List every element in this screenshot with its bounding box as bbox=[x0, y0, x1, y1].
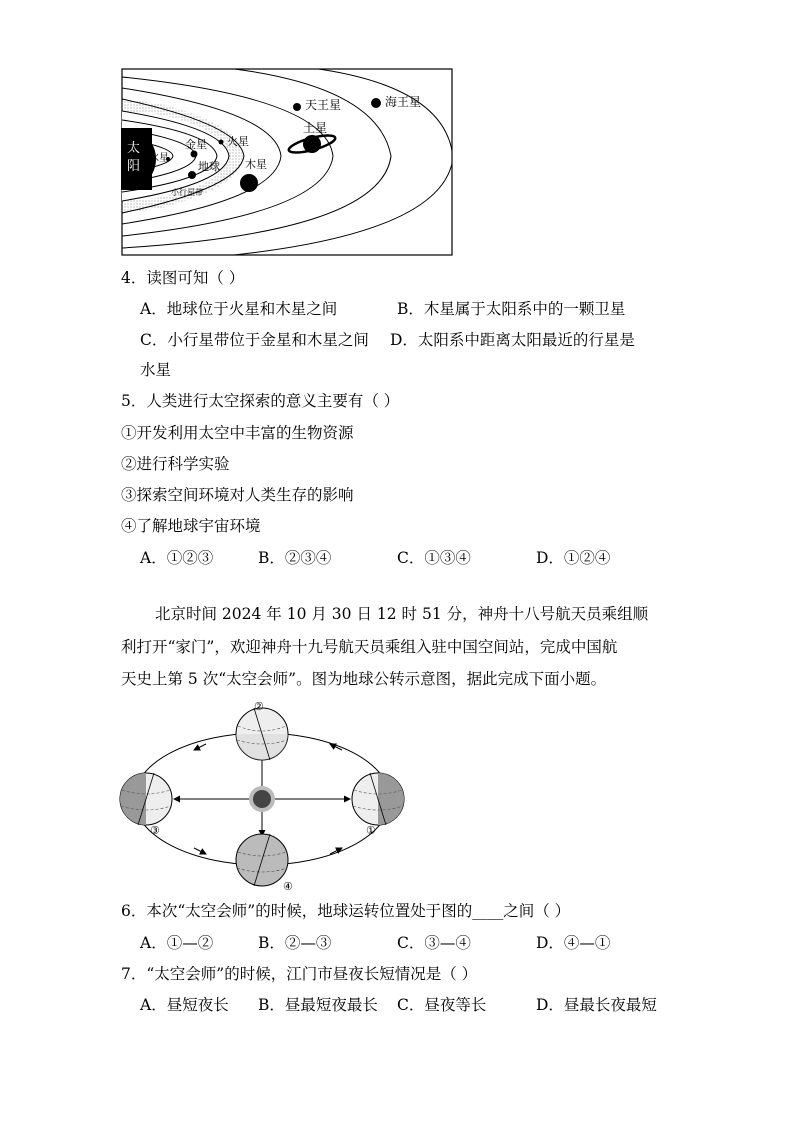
q6-option-a[interactable]: A．①—② bbox=[140, 934, 214, 952]
marker-1: ① bbox=[366, 824, 376, 837]
sun-label-1: 太 bbox=[127, 141, 141, 156]
asteroid-belt-label: 小行星带 bbox=[171, 188, 203, 197]
sun-label-2: 阳 bbox=[127, 159, 141, 174]
q5-statement-1: ①开发利用太空中丰富的生物资源 bbox=[121, 424, 354, 442]
q7-option-b[interactable]: B．昼最短夜最长 bbox=[258, 996, 378, 1014]
q6-stem: 6．本次“太空会师”的时候，地球运转位置处于图的____之间（ ） bbox=[121, 902, 571, 920]
uranus bbox=[293, 103, 301, 111]
marker-3: ③ bbox=[150, 824, 160, 837]
q7-option-a[interactable]: A．昼短夜长 bbox=[140, 996, 229, 1014]
q7-option-c[interactable]: C．昼夜等长 bbox=[397, 996, 487, 1014]
passage-line-2: 利打开“家门”，欢迎神舟十九号航天员乘组入驻中国空间站，完成中国航 bbox=[121, 638, 618, 656]
q7-stem: 7．“太空会师”的时候，江门市昼夜长短情况是（ ） bbox=[121, 965, 478, 983]
venus bbox=[191, 151, 198, 158]
earth bbox=[188, 171, 196, 179]
q5-statement-2: ②进行科学实验 bbox=[121, 455, 230, 473]
passage-line-3: 天史上第 5 次“太空会师”。图为地球公转示意图，据此完成下面小题。 bbox=[121, 670, 607, 688]
uranus-label: 天王星 bbox=[305, 98, 342, 112]
neptune-label: 海王星 bbox=[385, 95, 422, 109]
q5-stem: 5．人类进行太空探索的意义主要有（ ） bbox=[121, 392, 400, 410]
earth-position-1 bbox=[352, 773, 404, 825]
q4-option-b[interactable]: B．木星属于太阳系中的一颗卫星 bbox=[397, 300, 626, 318]
q4-option-c[interactable]: C．小行星带位于金星和木星之间 bbox=[140, 331, 369, 349]
venus-label: 金星 bbox=[185, 138, 207, 151]
q5-option-c[interactable]: C．①③④ bbox=[397, 549, 471, 567]
earth-position-2 bbox=[236, 708, 288, 760]
earth-position-3 bbox=[120, 773, 172, 825]
solar-system-figure bbox=[121, 68, 453, 256]
jupiter bbox=[240, 174, 258, 192]
q6-option-d[interactable]: D．④—① bbox=[536, 934, 611, 952]
saturn-label: 土星 bbox=[303, 121, 328, 135]
q5-option-b[interactable]: B．②③④ bbox=[258, 549, 332, 567]
q5-statement-4: ④了解地球宇宙环境 bbox=[121, 517, 261, 535]
q4-option-a[interactable]: A．地球位于火星和木星之间 bbox=[140, 300, 338, 318]
earth-revolution-figure bbox=[114, 698, 414, 894]
q6-option-b[interactable]: B．②—③ bbox=[258, 934, 332, 952]
q5-option-a[interactable]: A．①②③ bbox=[140, 549, 214, 567]
q5-statement-3: ③探索空间环境对人类生存的影响 bbox=[121, 486, 354, 504]
marker-4: ④ bbox=[283, 880, 293, 893]
neptune bbox=[371, 98, 381, 108]
passage-line-1: 北京时间 2024 年 10 月 30 日 12 时 51 分，神舟十八号航天员乘组顺 bbox=[155, 605, 649, 623]
sun bbox=[249, 786, 275, 812]
earth-position-4 bbox=[236, 834, 288, 886]
jupiter-label: 木星 bbox=[245, 158, 267, 171]
q5-option-d[interactable]: D．①②④ bbox=[536, 549, 611, 567]
mercury-label: 水星 bbox=[149, 153, 169, 164]
mars-label: 火星 bbox=[227, 135, 249, 148]
q4-option-d[interactable]: D．太阳系中距离太阳最近的行星是 bbox=[390, 331, 635, 349]
q6-option-c[interactable]: C．③—④ bbox=[397, 934, 471, 952]
q4-stem: 4．读图可知（ ） bbox=[121, 269, 245, 287]
q7-option-d[interactable]: D．昼最长夜最短 bbox=[536, 996, 657, 1014]
marker-2: ② bbox=[254, 700, 264, 713]
mars bbox=[219, 140, 224, 145]
q4-option-d-continued: 水星 bbox=[140, 361, 172, 379]
earth-label: 地球 bbox=[198, 160, 220, 173]
